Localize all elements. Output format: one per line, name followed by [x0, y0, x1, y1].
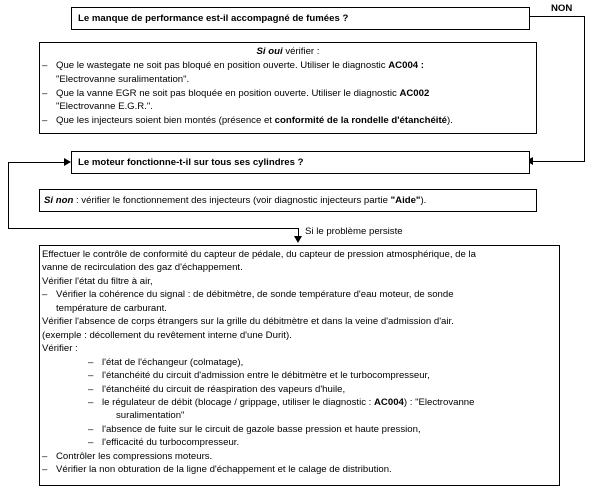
- checks-box: [39, 245, 560, 486]
- list-text-pre: le régulateur de débit (blocage / grippage, utiliser le diagnostic :: [102, 396, 374, 408]
- list-item: [88, 370, 430, 382]
- si-oui-box: [39, 42, 537, 134]
- non-connector-h: [530, 16, 584, 17]
- list-item: [42, 330, 292, 342]
- list-item: [88, 384, 345, 396]
- list-text-pre: Contrôler les compressions moteurs.: [56, 450, 213, 462]
- non-connector-h2: [531, 161, 585, 162]
- list-item: [42, 451, 212, 463]
- si-non-label: Si non: [44, 195, 74, 206]
- list-text-pre: vanne de recirculation des gaz d'échappement.: [42, 262, 243, 274]
- list-text-bold: AC002: [399, 87, 430, 99]
- list-item: [56, 303, 167, 315]
- si-oui-label: Si oui: [256, 46, 283, 57]
- list-text-pre: Vérifier :: [42, 343, 78, 355]
- list-text-pre: l'absence de fuite sur le circuit de gazole basse pression et haute pression,: [102, 423, 421, 435]
- list-item: [42, 88, 429, 100]
- aide-label: "Aide": [390, 195, 421, 206]
- list-text-pre: Vérifier la cohérence du signal : de débitmètre, de sonde température d'eau moteur, de sonde: [56, 289, 454, 301]
- si-non-end: ).: [420, 195, 427, 206]
- left-connector-bottom: [8, 228, 298, 229]
- dash-bullet: –: [42, 289, 48, 301]
- list-item: [42, 289, 454, 301]
- si-oui-heading: [40, 46, 536, 58]
- list-item: [42, 249, 476, 261]
- list-text-pre: Que les injecteurs soient bien montés (présence et: [56, 115, 275, 127]
- question-cylinders: Le moteur fonctionne-t-il sur tous ses cylindres ?: [78, 157, 304, 168]
- dash-bullet: –: [42, 450, 48, 462]
- list-item: [56, 101, 153, 113]
- list-text-pre: suralimentation": [116, 410, 185, 422]
- list-text-post: ).: [447, 115, 453, 127]
- dash-bullet: –: [88, 370, 94, 382]
- list-text-pre: l'étanchéité du circuit d'admission entre le débitmètre et le turbocompresseur,: [102, 370, 430, 382]
- dash-bullet: –: [88, 437, 94, 449]
- list-item: [42, 316, 454, 328]
- question-smoke: Le manque de performance est-il accompagné de fumées ?: [78, 13, 349, 24]
- dash-bullet: –: [42, 60, 48, 71]
- list-item: [42, 464, 392, 476]
- list-text-post: ) : "Electrovanne: [403, 396, 475, 408]
- persist-label: Si le problème persiste: [305, 226, 403, 237]
- list-item: [88, 397, 474, 409]
- dash-bullet: –: [42, 464, 48, 476]
- list-text-pre: "Electrovanne suralimentation".: [56, 73, 190, 85]
- list-item: [42, 276, 153, 288]
- non-connector-v: [584, 16, 585, 161]
- left-connector-top: [8, 162, 65, 163]
- list-item: [42, 60, 424, 72]
- list-text-pre: l'état de l'échangeur (colmatage),: [102, 356, 244, 368]
- list-text-pre: Vérifier la non obturation de la ligne d'échappement et le calage de distribution.: [56, 464, 392, 476]
- list-text-pre: l'efficacité du turbocompresseur.: [102, 437, 240, 449]
- dash-bullet: –: [88, 356, 94, 368]
- list-text-pre: l'étanchéité du circuit de réaspiration des vapeurs d'huile,: [102, 383, 346, 395]
- list-text-bold: conformité de la rondelle d'étanchéité: [274, 115, 447, 127]
- dash-bullet: –: [42, 115, 48, 127]
- list-item: [56, 74, 189, 86]
- list-item: [42, 343, 78, 355]
- dash-bullet: –: [88, 383, 94, 395]
- list-text-pre: (exemple : décollement du revêtement interne d'une Durit).: [42, 329, 292, 341]
- list-item: [42, 115, 453, 127]
- list-item: [42, 262, 243, 274]
- question-box-cylinders: [71, 151, 530, 174]
- list-text-bold: AC004: [374, 396, 404, 408]
- dash-bullet: –: [42, 87, 48, 99]
- dash-bullet: –: [88, 396, 94, 408]
- left-arrow-icon: [64, 158, 71, 166]
- list-text-pre: "Electrovanne E.G.R.".: [56, 101, 153, 113]
- list-text-bold: AC004 :: [388, 60, 424, 71]
- si-oui-verify: vérifier :: [282, 46, 320, 57]
- si-non-text: [44, 195, 426, 207]
- si-non-box: [39, 189, 537, 212]
- question-box-smoke: [71, 7, 530, 30]
- list-text-pre: Vérifier l'absence de corps étrangers sur la grille du débitmètre et dans la veine d'admission d'air.: [42, 316, 454, 328]
- list-item: [88, 437, 239, 449]
- list-item: [88, 424, 421, 436]
- list-text-pre: Vérifier l'état du filtre à air,: [42, 275, 153, 287]
- down-arrow-icon: [294, 236, 302, 243]
- list-text-pre: Que la vanne EGR ne soit pas bloquée en position ouverte. Utiliser le diagnostic: [56, 87, 400, 99]
- list-text-pre: température de carburant.: [56, 302, 167, 314]
- left-connector-v: [8, 162, 9, 228]
- non-label: NON: [551, 3, 573, 14]
- list-item: [88, 357, 243, 369]
- list-text-pre: Effectuer le contrôle de conformité du capteur de pédale, du capteur de pression atmosphérique, de la: [42, 249, 476, 260]
- dash-bullet: –: [88, 423, 94, 435]
- list-text-pre: Que le wastegate ne soit pas bloqué en position ouverte. Utiliser le diagnostic: [56, 60, 389, 71]
- si-non-rest: : vérifier le fonctionnement des injecteurs (voir diagnostic injecteurs partie: [73, 195, 391, 206]
- list-item: [116, 410, 184, 422]
